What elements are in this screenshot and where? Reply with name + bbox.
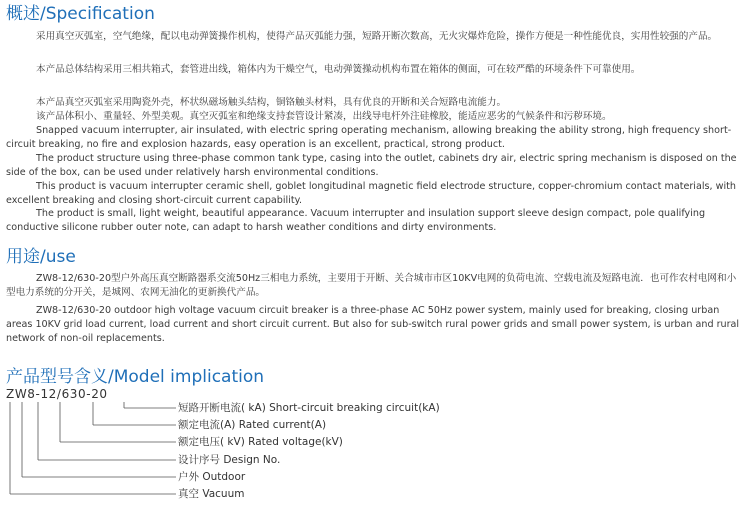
- use-en-paragraph: ZW8-12/630-20 outdoor high voltage vacuum circuit breaker is a three-phase AC 50Hz power system, mainly used for breaking, closing urban areas 10KV grid load current, load current and short circuit current. But also for sub-switch rural power grids and small power system, is urban and rural network of non-oil replacements.: [6, 305, 740, 344]
- label-design-no: 设计序号 Design No.: [178, 454, 281, 466]
- spec-zh-paragraph-1: 采用真空灭弧室，空气绝缘，配以电动弹簧操作机构，使得产品灭弧能力强，短路开断次数高，无火灾爆炸危险，操作方便是一种性能优良，实用性较强的产品。: [36, 31, 718, 42]
- spec-en-paragraph-4: The product is small, light weight, beautiful appearance. Vacuum interrupter and insulation support sleeve design compact, pole qualifying conductive silicone rubber outer note, can adapt to harsh weather conditions and dirty environments.: [6, 208, 706, 233]
- spec-en-paragraph-2: The product structure using three-phase common tank type, casing into the outlet, cabinets dry air, electric spring mechanism is disposed on the side of the box, can be used under relatively harsh environmental conditions.: [6, 153, 737, 178]
- spec-zh-paragraph-4: 该产品体积小、重量轻、外型美观。真空灭弧室和绝缘支持套管设计紧凑，出线导电杆外注硅橡胶，能适应恶劣的气候条件和污秽环境。: [36, 111, 612, 122]
- spec-en-paragraph-3: This product is vacuum interrupter ceramic shell, goblet longitudinal magnetic field electrode structure, copper-chromium contact materials, with excellent breaking and closing short-circuit current capability.: [6, 181, 736, 206]
- label-vacuum: 真空 Vacuum: [178, 488, 245, 500]
- label-rated-voltage: 额定电压( kV) Rated voltage(kV): [178, 436, 343, 448]
- use-zh-paragraph: ZW8-12/630-20型户外高压真空断路器系交流50Hz三相电力系统，主要用于开断、关合城市市区10KV电网的负荷电流、空载电流及短路电流．也可作农村电网和小型电力系统的分开关，是城网、农网无油化的更新换代产品。: [6, 273, 737, 298]
- model-code: ZW8-12/630-20: [6, 387, 108, 401]
- use-heading: 用途/use: [6, 247, 76, 267]
- model-heading: 产品型号含义/Model implication: [6, 367, 265, 387]
- label-short-circuit-breaking: 短路开断电流( kA) Short-circuit breaking circuit(kA): [178, 402, 440, 414]
- label-outdoor: 户外 Outdoor: [178, 471, 246, 483]
- specification-heading: 概述/Specification: [6, 4, 155, 24]
- spec-zh-paragraph-2: 本产品总体结构采用三相共箱式，套管进出线，箱体内为干燥空气，电动弹簧操动机构布置在箱体的侧面，可在较严酷的环境条件下可靠使用。: [36, 64, 641, 75]
- spec-en-paragraph-1: Snapped vacuum interrupter, air insulated, with electric spring operating mechanism, allowing breaking the ability strong, high frequency short-circuit breaking, no fire and explosion hazards, easy operation is an excellent, practical, strong product.: [6, 125, 732, 150]
- label-rated-current: 额定电流(A) Rated current(A): [178, 419, 327, 431]
- spec-zh-paragraph-3: 本产品真空灭弧室采用陶瓷外壳，杯状纵磁场触头结构，铜铬触头材料，具有优良的开断和关合短路电流能力。: [36, 97, 507, 108]
